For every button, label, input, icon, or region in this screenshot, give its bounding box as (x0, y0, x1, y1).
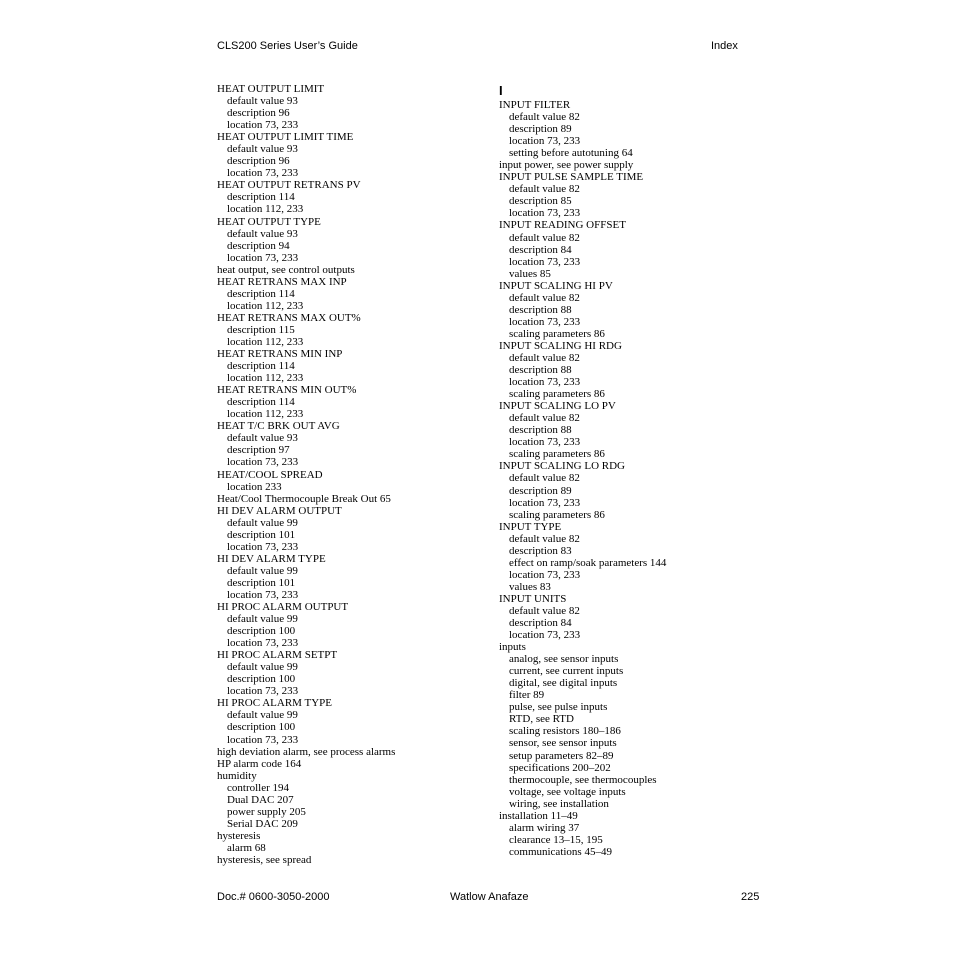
index-column-left (217, 83, 395, 866)
index-subentry: description 114 (227, 191, 295, 204)
index-subentry: scaling resistors 180–186 (509, 725, 621, 738)
footer-doc-number: Doc.# 0600-3050-2000 (217, 891, 330, 903)
index-letter-heading: I (499, 83, 503, 98)
index-subentry: filter 89 (509, 689, 545, 702)
index-subentry: default value 99 (227, 564, 298, 577)
index-subentry: default value 99 (227, 661, 298, 674)
index-subentry: default value 82 (509, 532, 580, 545)
index-subentry: location 73, 233 (509, 135, 581, 148)
index-entry: INPUT FILTER (499, 99, 571, 111)
index-subentry: scaling parameters 86 (509, 508, 605, 521)
index-subentry: location 112, 233 (227, 203, 304, 216)
index-subentry: values 83 (509, 580, 551, 593)
index-subentry: power supply 205 (227, 805, 306, 818)
index-entry: HEAT/COOL SPREAD (217, 468, 323, 481)
index-subentry: location 112, 233 (227, 299, 304, 312)
index-subentry: scaling parameters 86 (509, 448, 605, 461)
index-subentry: description 84 (509, 617, 572, 630)
index-entry: INPUT SCALING LO PV (499, 400, 616, 413)
index-entry: HEAT RETRANS MAX OUT% (217, 311, 361, 324)
index-subentry: pulse, see pulse inputs (509, 701, 608, 714)
index-subentry: location 73, 233 (227, 540, 299, 553)
index-subentry: alarm wiring 37 (509, 821, 580, 834)
index-subentry: description 101 (227, 528, 296, 541)
index-subentry: voltage, see voltage inputs (509, 785, 626, 798)
index-subentry: location 73, 233 (227, 119, 299, 132)
index-subentry: description 115 (227, 323, 295, 336)
index-subentry: location 73, 233 (227, 167, 299, 180)
index-entry: HI PROC ALARM SETPT (217, 649, 338, 662)
index-entry: humidity (217, 769, 257, 782)
running-header-section: Index (711, 40, 738, 52)
index-subentry: default value 82 (509, 412, 580, 425)
index-subentry: description 100 (227, 625, 296, 638)
index-subentry: description 96 (227, 155, 290, 168)
index-subentry: location 73, 233 (509, 436, 581, 449)
index-subentry: digital, see digital inputs (509, 677, 618, 690)
index-entry: INPUT TYPE (499, 520, 562, 533)
index-entry: Heat/Cool Thermocouple Break Out 65 (217, 492, 391, 505)
index-subentry: controller 194 (227, 781, 290, 794)
footer-company: Watlow Anafaze (450, 891, 529, 903)
index-subentry: default value 82 (509, 604, 580, 617)
index-column-right (499, 83, 666, 858)
index-entry: INPUT SCALING LO RDG (499, 460, 625, 473)
index-subentry: default value 82 (509, 351, 580, 364)
index-subentry: setup parameters 82–89 (509, 749, 614, 762)
index-subentry: thermocouple, see thermocouples (509, 773, 657, 786)
index-subentry: location 112, 233 (227, 408, 304, 421)
index-subentry: analog, see sensor inputs (509, 653, 619, 666)
index-subentry: location 73, 233 (509, 255, 581, 268)
index-subentry: default value 99 (227, 613, 298, 626)
index-subentry: description 83 (509, 544, 572, 557)
index-entry: INPUT SCALING HI RDG (499, 339, 622, 352)
index-subentry: default value 93 (227, 95, 298, 108)
index-entry: hysteresis (217, 829, 261, 842)
index-subentry: location 73, 233 (227, 251, 299, 264)
index-subentry: location 73, 233 (509, 568, 581, 581)
index-subentry: scaling parameters 86 (509, 388, 605, 401)
index-subentry: scaling parameters 86 (509, 327, 605, 340)
index-subentry: description 85 (509, 195, 572, 208)
index-subentry: location 73, 233 (227, 685, 299, 698)
index-subentry: description 96 (227, 107, 290, 120)
index-subentry: location 73, 233 (227, 733, 299, 746)
index-subentry: effect on ramp/soak parameters 144 (509, 556, 667, 569)
index-subentry: default value 93 (227, 227, 298, 240)
index-subentry: current, see current inputs (509, 665, 624, 678)
index-subentry: location 73, 233 (509, 207, 581, 220)
index-subentry: setting before autotuning 64 (509, 147, 633, 160)
index-subentry: description 89 (509, 123, 572, 136)
running-header-title: CLS200 Series User’s Guide (217, 40, 358, 52)
index-subentry: location 73, 233 (227, 637, 299, 650)
index-entry: input power, see power supply (499, 159, 634, 172)
index-entry: high deviation alarm, see process alarms (217, 745, 396, 758)
index-entry: HEAT RETRANS MAX INP (217, 275, 347, 288)
index-entry: INPUT READING OFFSET (499, 219, 626, 232)
index-subentry: alarm 68 (227, 841, 266, 854)
index-entry: INPUT SCALING HI PV (499, 279, 613, 292)
index-entry: HEAT RETRANS MIN OUT% (217, 384, 357, 397)
index-subentry: description 88 (509, 364, 572, 377)
index-entry: HI PROC ALARM TYPE (217, 697, 333, 710)
index-entry: HI PROC ALARM OUTPUT (217, 601, 349, 614)
index-subentry: sensor, see sensor inputs (509, 737, 617, 750)
index-subentry: description 94 (227, 239, 290, 252)
index-subentry: description 114 (227, 360, 295, 373)
index-subentry: default value 82 (509, 183, 580, 196)
index-subentry: default value 82 (509, 291, 580, 304)
index-subentry: communications 45–49 (509, 845, 612, 858)
index-subentry: description 114 (227, 287, 295, 300)
index-entry: HEAT OUTPUT RETRANS PV (217, 179, 361, 192)
index-subentry: specifications 200–202 (509, 761, 611, 774)
index-subentry: description 101 (227, 576, 296, 589)
footer-page-number: 225 (741, 891, 760, 903)
index-subentry: default value 82 (509, 472, 580, 485)
index-subentry: description 100 (227, 673, 296, 686)
index-subentry: default value 93 (227, 432, 298, 445)
index-entry: HI DEV ALARM TYPE (217, 552, 326, 565)
index-entry: hysteresis, see spread (217, 854, 312, 866)
index-subentry: description 88 (509, 424, 572, 437)
index-subentry: location 73, 233 (509, 629, 581, 642)
index-subentry: description 89 (509, 484, 572, 497)
index-subentry: wiring, see installation (509, 797, 609, 810)
index-entry: heat output, see control outputs (217, 263, 355, 276)
index-entry: HI DEV ALARM OUTPUT (217, 504, 342, 517)
index-subentry: Dual DAC 207 (227, 793, 294, 806)
index-subentry: default value 99 (227, 516, 298, 529)
index-entry: HP alarm code 164 (217, 757, 302, 770)
index-subentry: location 233 (227, 480, 282, 493)
index-subentry: location 112, 233 (227, 372, 304, 385)
index-subentry: location 73, 233 (509, 496, 581, 509)
index-entry: HEAT RETRANS MIN INP (217, 348, 343, 361)
index-entry: HEAT T/C BRK OUT AVG (217, 420, 340, 433)
index-subentry: description 114 (227, 396, 295, 409)
index-subentry: location 73, 233 (227, 456, 299, 469)
index-entry: installation 11–49 (499, 809, 578, 822)
index-entry: HEAT OUTPUT LIMIT TIME (217, 131, 354, 144)
index-subentry: description 100 (227, 721, 296, 734)
index-subentry: location 73, 233 (509, 376, 581, 389)
index-subentry: description 88 (509, 303, 572, 316)
index-subentry: default value 82 (509, 231, 580, 244)
index-subentry: location 112, 233 (227, 335, 304, 348)
index-subentry: RTD, see RTD (509, 713, 574, 726)
index-subentry: default value 82 (509, 111, 580, 124)
index-subentry: description 84 (509, 243, 572, 256)
index-entry: inputs (499, 641, 526, 654)
index-entry: INPUT UNITS (499, 592, 567, 605)
index-entry: HEAT OUTPUT TYPE (217, 215, 321, 228)
index-entry: INPUT PULSE SAMPLE TIME (499, 171, 644, 184)
index-subentry: location 73, 233 (509, 315, 581, 328)
index-subentry: description 97 (227, 444, 290, 457)
index-entry: HEAT OUTPUT LIMIT (217, 83, 325, 95)
index-subentry: location 73, 233 (227, 588, 299, 601)
index-subentry: default value 99 (227, 709, 298, 722)
index-subentry: default value 93 (227, 143, 298, 156)
index-subentry: clearance 13–15, 195 (509, 833, 603, 846)
index-subentry: Serial DAC 209 (227, 817, 298, 830)
index-subentry: values 85 (509, 267, 551, 280)
